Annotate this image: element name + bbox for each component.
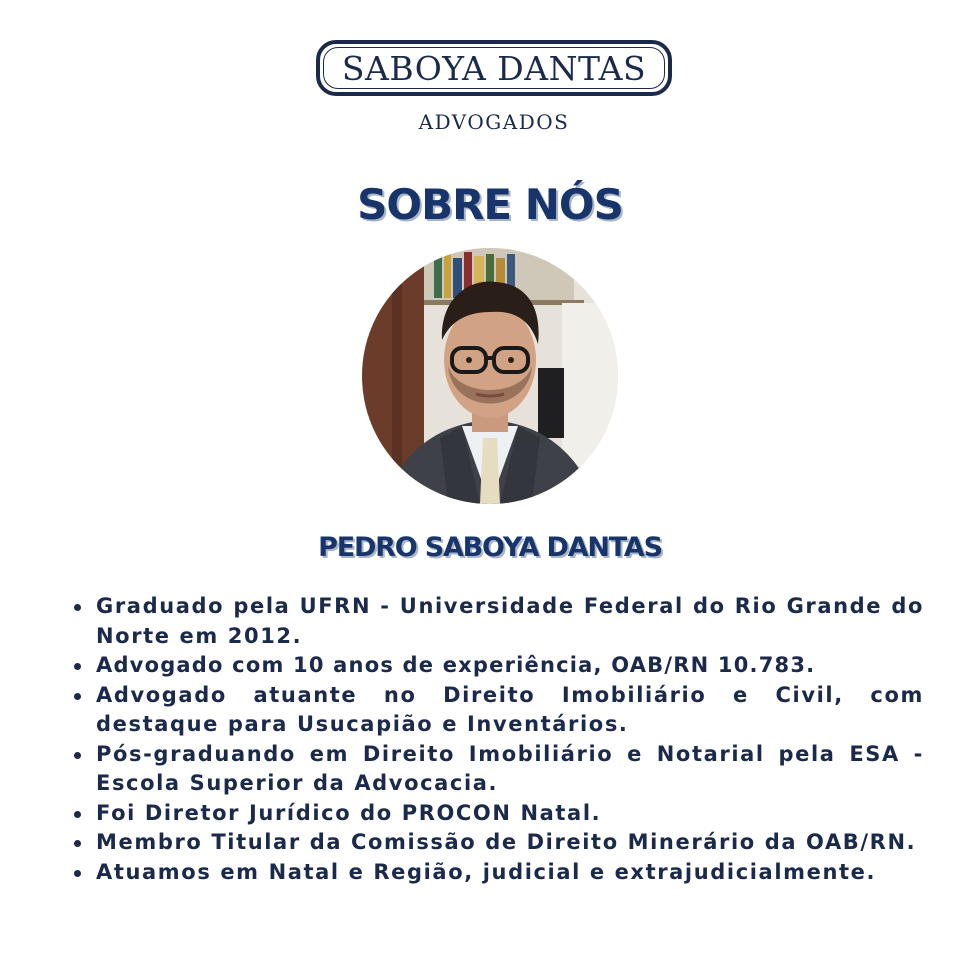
bio-item-commission: Membro Titular da Comissão de Direito Minerário da OAB/RN.	[72, 828, 924, 858]
profile-photo	[362, 248, 618, 504]
logo-name: SABOYA DANTAS	[341, 48, 647, 88]
logo-subtitle: ADVOGADOS	[418, 110, 570, 134]
section-title: SOBRE NÓS	[357, 180, 623, 229]
bio-item-education: Graduado pela UFRN - Universidade Federal do Rio Grande do Norte em 2012.	[72, 592, 924, 651]
bio-item-experience: Advogado com 10 anos de experiência, OAB/RN 10.783.	[72, 651, 924, 681]
portrait-photo-icon	[362, 248, 618, 504]
bio-item-postgraduate: Pós-graduando em Direito Imobiliário e Notarial pela ESA - Escola Superior da Advocacia.	[72, 740, 924, 799]
bio-item-practice-areas: Advogado atuante no Direito Imobiliário e Civil, com destaque para Usucapião e Inventários.	[72, 681, 924, 740]
bio-item-procon: Foi Diretor Jurídico do PROCON Natal.	[72, 799, 924, 829]
logo	[316, 40, 672, 96]
bio-item-region: Atuamos em Natal e Região, judicial e extrajudicialmente.	[72, 858, 924, 888]
bio-list	[72, 592, 924, 887]
person-name: PEDRO SABOYA DANTAS	[318, 532, 662, 563]
